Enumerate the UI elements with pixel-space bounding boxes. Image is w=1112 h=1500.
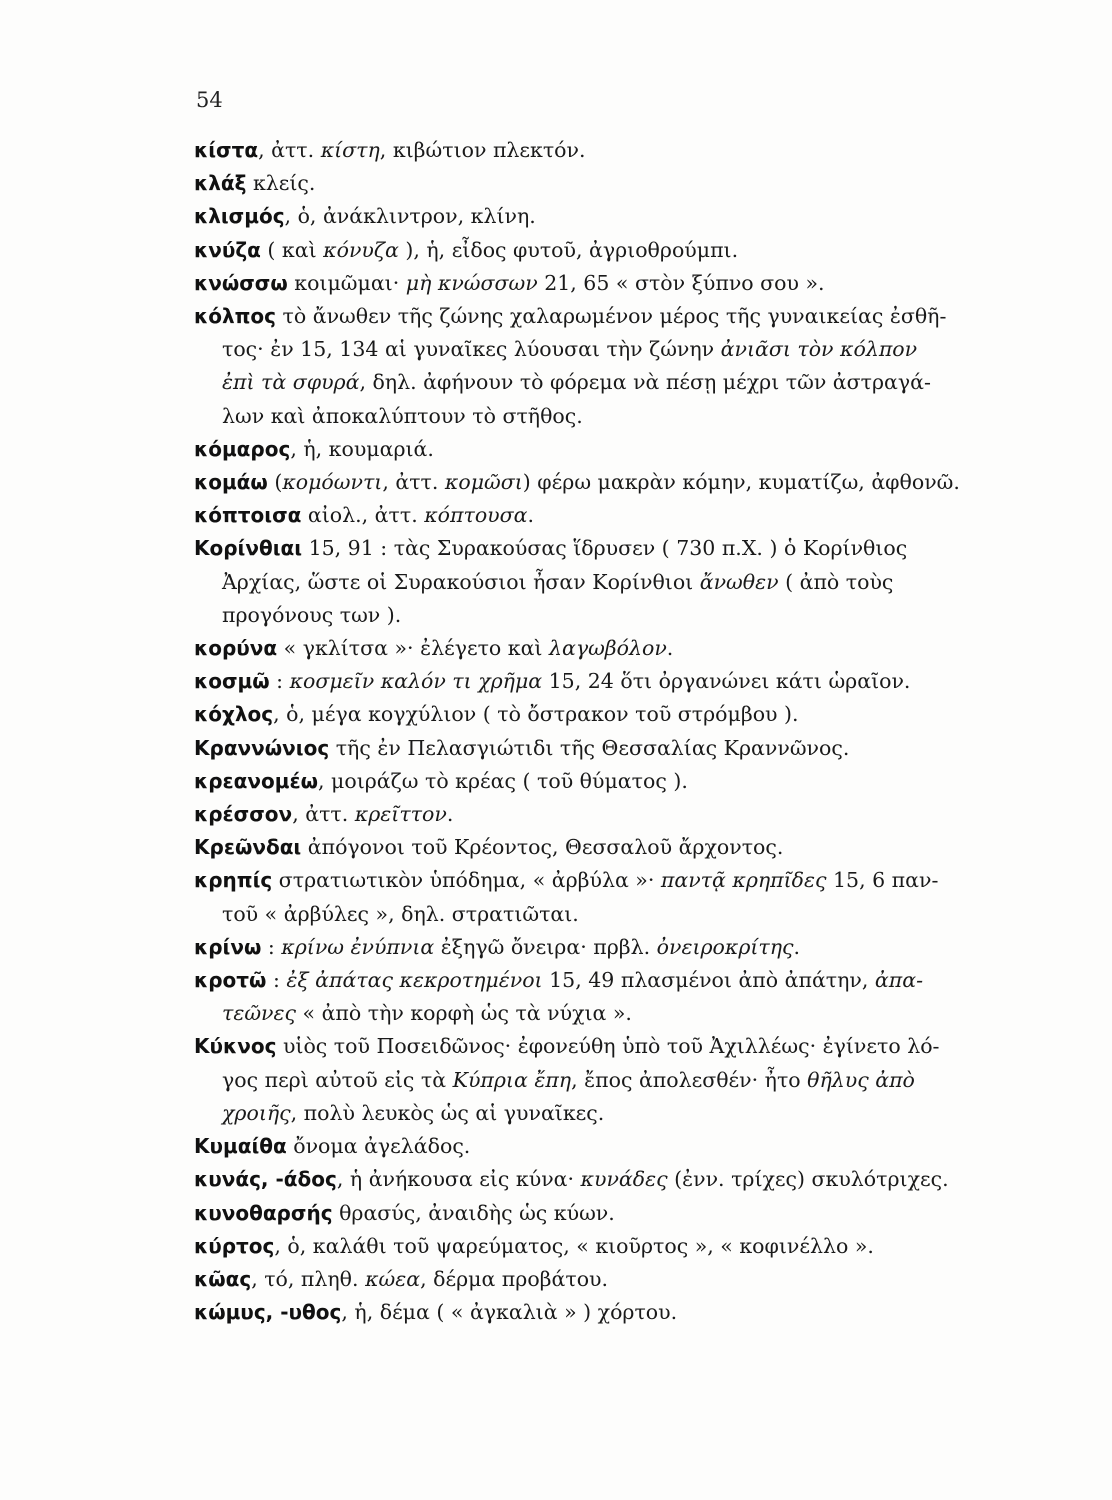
headword: κνύζα [194, 237, 261, 262]
entry: κόχλος, ὁ, μέγα κογχύλιον ( τὸ ὄστρακον τοῦ στρόμβου ). [194, 702, 799, 727]
headword: Κυμαίθα [194, 1134, 287, 1159]
page-number: 54 [196, 88, 223, 112]
entry: κλάξ κλείς. [194, 171, 316, 196]
headword: κυνοθαρσής [194, 1200, 333, 1225]
entry: κοσμῶ : κοσμεῖν καλόν τι χρῆμα 15, 24 ὅτι ὀργανώνει κάτι ὡραῖον. [194, 669, 911, 694]
entry: κρίνω : κρίνω ἐνύπνια ἐξηγῶ ὄνειρα· πρβλ. ὀνειροκρίτης. [194, 934, 801, 959]
entry: κρέσσον, ἀττ. κρεῖττον. [194, 802, 454, 827]
entry: κύρτος, ὁ, καλάθι τοῦ ψαρεύματος, « κιοῦρτος », « κοφινέλλο ». [194, 1233, 874, 1258]
headword: Κρεῶνδαι [194, 835, 302, 860]
entry: κώμυς, -υθος, ἡ, δέμα ( « ἀγκαλιὰ » ) χόρτου. [194, 1300, 678, 1325]
entry: κυνοθαρσής θρασύς, ἀναιδὴς ὡς κύων. [194, 1200, 615, 1225]
entry: Κύκνος υἱὸς τοῦ Ποσειδῶνος· ἐφονεύθη ὑπὸ τοῦ Ἀχιλλέως· ἐγίνετο λό- γος περὶ αὐτοῦ εἰς τὰ Κύπρια ἔπη, ἔπος ἀπολεσθέν· ἦτο θῆλυς ἀπὸ χροιῆς, πολὺ λευκὸς ὡς αἱ γυναῖκες. [194, 1034, 940, 1125]
headword: κλισμός [194, 204, 285, 229]
dictionary-entries [194, 134, 1034, 1329]
headword: Κύκνος [194, 1034, 277, 1059]
entry: κόλπος τὸ ἄνωθεν τῆς ζώνης χαλαρωμένον μέρος τῆς γυναικείας ἐσθῆ- τος· ἐν 15, 134 αἱ γυναῖκες λύουσαι τὴν ζώνην ἀνιᾶσι τὸν κόλπον ἐπὶ τὰ σφυρά, δηλ. ἀφήνουν τὸ φόρεμα νὰ πέσῃ μέχρι τῶν ἀστραγά- λων καὶ ἀποκαλύπτουν τὸ στῆθος. [194, 304, 947, 428]
entry: κομάω (κομόωντι, ἀττ. κομῶσι) φέρω μακρὰν κόμην, κυματίζω, ἀφθονῶ. [194, 470, 960, 495]
headword: κύρτος [194, 1233, 275, 1258]
entry: κυνάς, -άδος, ἡ ἀνήκουσα εἰς κύνα· κυνάδες (ἐνν. τρίχες) σκυλότριχες. [194, 1167, 949, 1192]
headword: κόχλος [194, 702, 274, 727]
entry: κρεανομέω, μοιράζω τὸ κρέας ( τοῦ θύματος ). [194, 768, 688, 793]
headword: κρέσσον [194, 802, 293, 827]
headword: κρεανομέω [194, 768, 318, 793]
headword: κρίνω [194, 934, 262, 959]
headword: κοσμῶ [194, 669, 270, 694]
entry: κόμαρος, ἡ, κουμαριά. [194, 436, 434, 461]
headword: κορύνα [194, 636, 278, 661]
headword: κώμυς, -υθος [194, 1300, 342, 1325]
entry: κνύζα ( καὶ κόνυζα ), ἡ, εἶδος φυτοῦ, ἀγριοθρούμπι. [194, 237, 739, 262]
entry: Κυμαίθα ὄνομα ἀγελάδος. [194, 1134, 471, 1159]
headword: κόμαρος [194, 436, 291, 461]
entry: κορύνα « γκλίτσα »· ἐλέγετο καὶ λαγωβόλον. [194, 636, 674, 661]
headword: κυνάς, -άδος [194, 1167, 337, 1192]
entry: κρηπίς στρατιωτικὸν ὑπόδημα, « ἀρβύλα »· παντᾷ κρηπῖδες 15, 6 παν- τοῦ « ἀρβύλες », δηλ. στρατιῶται. [194, 868, 939, 926]
entry: Κορίνθιαι 15, 91 : τὰς Συρακούσας ἵδρυσεν ( 730 π.Χ. ) ὁ Κορίνθιος Ἀρχίας, ὥστε οἱ Συρακούσιοι ἦσαν Κορίνθιοι ἄνωθεν ( ἀπὸ τοὺς προγόνους των ). [194, 536, 908, 627]
headword: κῶας [194, 1266, 252, 1291]
entry: κίστα, ἀττ. κίστη, κιβώτιον πλεκτόν. [194, 138, 586, 162]
entry: κόπτοισα αἰολ., ἀττ. κόπτουσα. [194, 503, 535, 528]
headword: κόλπος [194, 304, 277, 329]
entry: κνώσσω κοιμῶμαι· μὴ κνώσσων 21, 65 « στὸν ξύπνο σου ». [194, 270, 825, 295]
entry: κροτῶ : ἐξ ἀπάτας κεκροτημένοι 15, 49 πλασμένοι ἀπὸ ἀπάτην, ἀπα- τεῶνες « ἀπὸ τὴν κορφὴ ὡς τὰ νύχια ». [194, 968, 923, 1026]
headword: Κραννώνιος [194, 735, 330, 760]
headword: κρηπίς [194, 868, 273, 893]
headword: Κορίνθιαι [194, 536, 303, 561]
entry: κλισμός, ὁ, ἀνάκλιντρον, κλίνη. [194, 204, 536, 229]
headword: κομάω [194, 470, 268, 495]
headword: κροτῶ [194, 968, 267, 993]
entry: Κρεῶνδαι ἀπόγονοι τοῦ Κρέοντος, Θεσσαλοῦ ἄρχοντος. [194, 835, 784, 860]
headword: κόπτοισα [194, 503, 302, 528]
headword: κίστα [194, 138, 259, 162]
entry: Κραννώνιος τῆς ἐν Πελασγιώτιδι τῆς Θεσσαλίας Κραννῶνος. [194, 735, 850, 760]
entry: κῶας, τό, πληθ. κώεα, δέρμα προβάτου. [194, 1266, 609, 1291]
headword: κνώσσω [194, 270, 288, 295]
headword: κλάξ [194, 171, 247, 196]
